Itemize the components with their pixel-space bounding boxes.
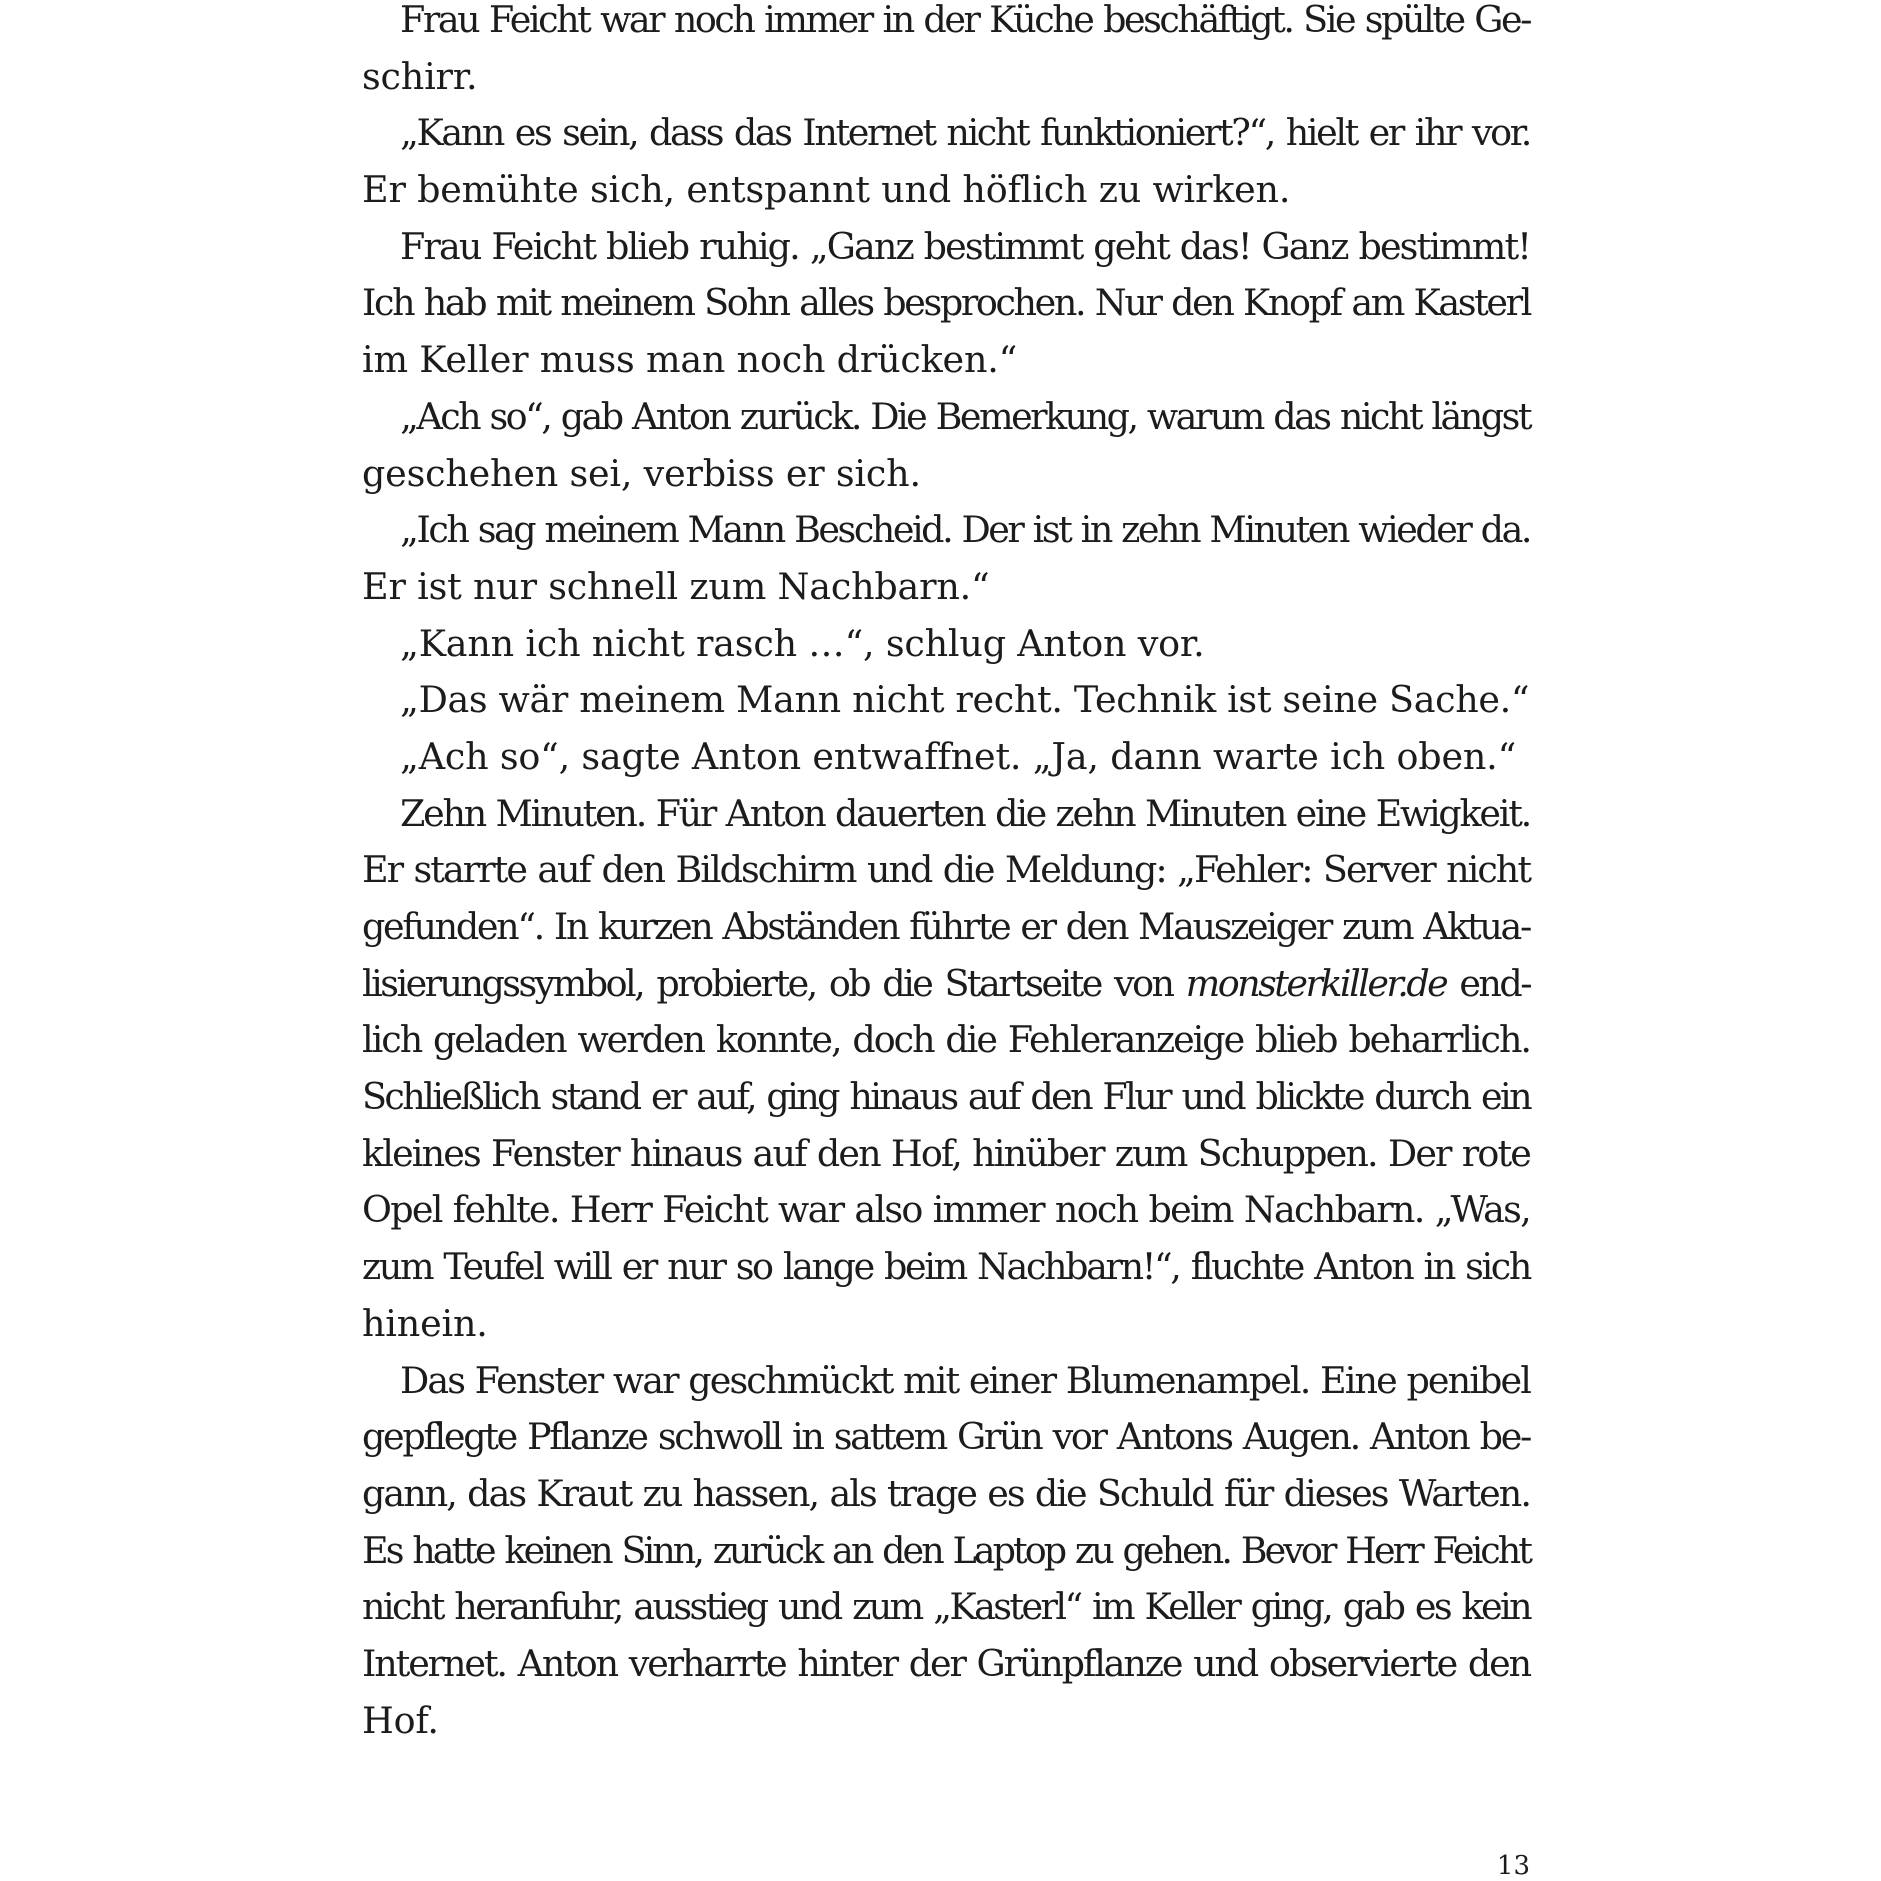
text-line (362, 956, 1530, 1013)
text-line: lich geladen werden konnte, doch die Fehleranzeige blieb beharrlich. (362, 1018, 1530, 1062)
text-line: Frau Feicht blieb ruhig. „Ganz bestimmt geht das! Ganz bestimmt! (400, 224, 1530, 268)
text-line: „Ach so“, gab Anton zurück. Die Bemerkung, warum das nicht längst (400, 394, 1530, 438)
text-line: „Ich sag meinem Mann Bescheid. Der ist in zehn Minuten wieder da. (400, 508, 1530, 552)
text-line: Schließlich stand er auf, ging hinaus auf den Flur und blickte durch ein (362, 1075, 1530, 1119)
text-line: „Ach so“, sagte Anton entwaffnet. „Ja, dann warte ich oben.“ (400, 734, 1517, 778)
website-name: monsterkiller.de (1185, 961, 1447, 1005)
text-line: Er bemühte sich, entspannt und höflich zu wirken. (362, 168, 1291, 212)
text-line: geschehen sei, verbiss er sich. (362, 451, 921, 495)
text-segment: lisierungssymbol, probierte, ob die Startseite von (362, 961, 1186, 1005)
text-line: Das Fenster war geschmückt mit einer Blumenampel. Eine penibel (400, 1358, 1530, 1402)
page-number: 13 (1496, 1851, 1530, 1881)
text-line: „Kann ich nicht rasch …“, schlug Anton vor. (400, 621, 1205, 665)
text-line: nicht heranfuhr, ausstieg und zum „Kasterl“ im Keller ging, gab es kein (362, 1585, 1530, 1629)
text-line: Es hatte keinen Sinn, zurück an den Laptop zu gehen. Bevor Herr Feicht (362, 1528, 1530, 1572)
text-line: zum Teufel will er nur so lange beim Nachbarn!“, fluchte Anton in sich (362, 1245, 1530, 1289)
text-line: Er starrte auf den Bildschirm und die Meldung: „Fehler: Server nicht (362, 848, 1530, 892)
text-segment: end- (1446, 961, 1530, 1005)
text-line: „Kann es sein, dass das Internet nicht funktioniert?“, hielt er ihr vor. (400, 111, 1530, 155)
text-line: Ich hab mit meinem Sohn alles besprochen. Nur den Knopf am Kasterl (362, 281, 1530, 325)
text-line: hinein. (362, 1301, 488, 1345)
text-line: Zehn Minuten. Für Anton dauerten die zehn Minuten eine Ewigkeit. (400, 791, 1530, 835)
text-line: Frau Feicht war noch immer in der Küche beschäftigt. Sie spülte Ge- (400, 0, 1530, 41)
body-text (362, 0, 1530, 1749)
text-line: gann, das Kraut zu hassen, als trage es die Schuld für dieses Warten. (362, 1471, 1530, 1515)
text-line: kleines Fenster hinaus auf den Hof, hinüber zum Schuppen. Der rote (362, 1131, 1530, 1175)
text-line: gefunden“. In kurzen Abständen führte er den Mauszeiger zum Aktua- (362, 905, 1530, 948)
text-line: Hof. (362, 1698, 439, 1742)
text-line: schirr. (362, 54, 478, 98)
text-line: gepflegte Pflanze schwoll in sattem Grün vor Antons Augen. Anton be- (362, 1415, 1530, 1459)
text-line: Opel fehlte. Herr Feicht war also immer noch beim Nachbarn. „Was, (362, 1188, 1530, 1232)
text-line: „Das wär meinem Mann nicht recht. Technik ist seine Sache.“ (400, 678, 1530, 722)
text-line: Er ist nur schnell zum Nachbarn.“ (362, 564, 990, 608)
text-line: Internet. Anton verharrte hinter der Grünpflanze und observierte den (362, 1641, 1530, 1685)
text-line: im Keller muss man noch drücken.“ (362, 338, 1018, 382)
